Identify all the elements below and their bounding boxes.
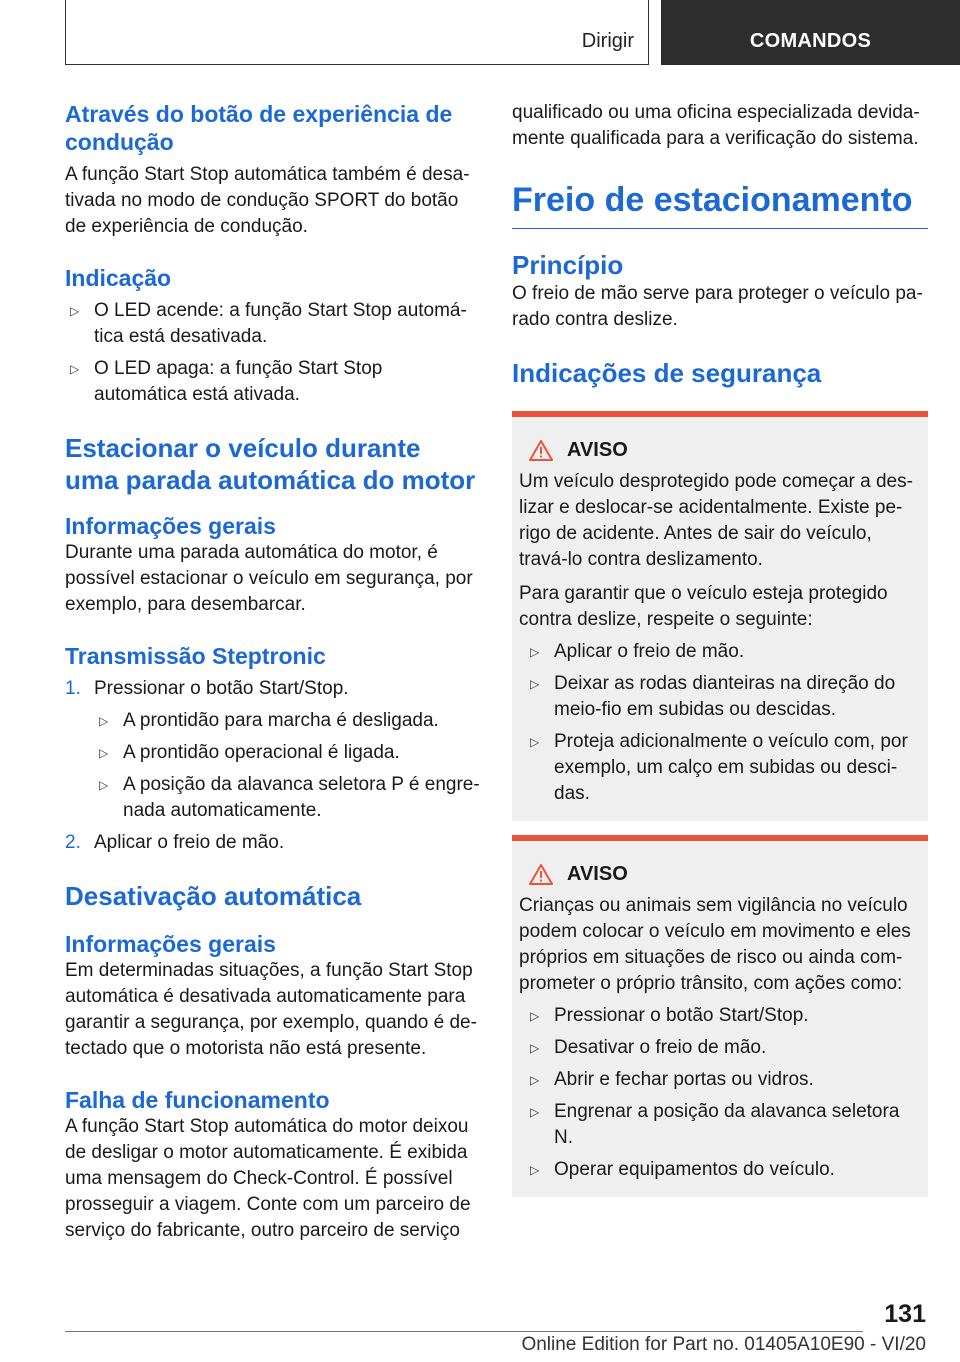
heading-park-during-stop: Estacionar o veículo durante uma parada automática do motor	[65, 433, 476, 495]
warning-list	[519, 639, 920, 807]
list-item: ▷ A posição da alavanca seletora P é engrenada automaticamente.	[99, 774, 480, 821]
header-chapter-tab: COMANDOS	[661, 0, 960, 65]
triangle-bullet-icon: ▷	[70, 362, 80, 376]
heading-general-info-1: Informações gerais	[65, 513, 276, 539]
triangle-bullet-icon: ▷	[530, 1041, 540, 1055]
warning-box-1	[512, 411, 928, 821]
left-column	[65, 100, 480, 1244]
list-item: ▷ Abrir e fechar portas ou vidros.	[519, 1067, 920, 1093]
text-malfunction: A função Start Stop automática do motor deixou de desligar o motor automaticamente. É exibida uma mensagem do Check-Control. É possível prosseguir a viagem. Conte com um parceiro de serviço do fabricante, outro parceiro de serviço	[65, 1116, 471, 1241]
step-number: 2.	[65, 832, 81, 853]
footer-divider	[65, 1331, 863, 1332]
list-item: ▷ Operar equipamentos do veículo.	[519, 1157, 920, 1183]
heading-malfunction: Falha de funcionamento	[65, 1087, 330, 1113]
warning-triangle-icon	[529, 864, 553, 885]
page-number: 131	[884, 1300, 926, 1328]
list-item: ▷ O LED acende: a função Start Stop automática está desativada.	[70, 300, 467, 347]
header-section-box	[65, 0, 649, 65]
step-number: 1.	[65, 678, 81, 699]
warning-title: AVISO	[519, 861, 920, 887]
list-item: ▷ Aplicar o freio de mão.	[519, 639, 920, 665]
heading-safety-notes: Indicações de segurança	[512, 358, 822, 388]
text-continued: qualificado ou uma oficina especializada devidamente qualificada para a verificação do sistema.	[512, 102, 920, 149]
warning-list	[519, 1003, 920, 1183]
triangle-bullet-icon: ▷	[99, 746, 109, 760]
warning-text: Um veículo desprotegido pode começar a deslizar e deslocar-se acidentalmente. Existe perigo de acidente. Antes de sair do veículo, travá-lo contra deslizamento.	[519, 471, 913, 570]
warning-title: AVISO	[519, 437, 920, 463]
triangle-bullet-icon: ▷	[99, 714, 109, 728]
heading-auto-deactivation: Desativação automática	[65, 881, 362, 911]
heading-parking-brake: Freio de estacionamento	[512, 180, 928, 229]
triangle-bullet-icon: ▷	[530, 1163, 540, 1177]
list-item: ▷ O LED apaga: a função Start Stop automática está ativada.	[70, 358, 383, 405]
step-item: 2. Aplicar o freio de mão.	[65, 830, 480, 856]
text-general-info-1: Durante uma parada automática do motor, é possível estacionar o veículo em segurança, por exemplo, para desembarcar.	[65, 542, 473, 615]
list-item: ▷ A prontidão operacional é ligada.	[94, 740, 480, 766]
triangle-bullet-icon: ▷	[530, 1073, 540, 1087]
triangle-bullet-icon: ▷	[530, 735, 540, 749]
heading-drive-experience: Através do botão de experiência de condução	[65, 101, 453, 155]
steptronic-steps	[65, 676, 480, 856]
list-item: ▷ A prontidão para marcha é desligada.	[94, 708, 480, 734]
text-general-info-2: Em determinadas situações, a função Start Stop automática é desativada automaticamente para garantir a segurança, por exemplo, quando é detectado que o motorista não está presente.	[65, 960, 477, 1059]
list-item: ▷ Deixar as rodas dianteiras na direção do meio-fio em subidas ou descidas.	[530, 673, 896, 720]
step-item: 1. Pressionar o botão Start/Stop. ▷ A prontidão para marcha é desligada. ▷ A prontidão operacional é ligada. ▷ A posição da alavanca seletora P é engrenada automaticamente.	[65, 676, 480, 824]
text-principle: O freio de mão serve para proteger o veículo parado contra deslize.	[512, 283, 923, 330]
warning-triangle-icon	[529, 440, 553, 461]
heading-steptronic: Transmissão Steptronic	[65, 643, 326, 669]
list-item: ▷ Proteja adicionalmente o veículo com, por exemplo, um calço em subidas ou descidas.	[530, 731, 908, 804]
triangle-bullet-icon: ▷	[99, 778, 109, 792]
triangle-bullet-icon: ▷	[530, 1009, 540, 1023]
indication-list	[65, 298, 480, 408]
heading-general-info-2: Informações gerais	[65, 931, 276, 957]
heading-principle: Princípio	[512, 250, 624, 280]
step-sublist	[94, 708, 480, 824]
footer-edition: Online Edition for Part no. 01405A10E90 - VI/20	[521, 1334, 926, 1355]
triangle-bullet-icon: ▷	[530, 645, 540, 659]
triangle-bullet-icon: ▷	[530, 1105, 540, 1119]
triangle-bullet-icon: ▷	[530, 677, 540, 691]
heading-indication: Indicação	[65, 265, 172, 291]
triangle-bullet-icon: ▷	[70, 304, 80, 318]
list-item: ▷ Pressionar o botão Start/Stop.	[519, 1003, 920, 1029]
warning-text: Crianças ou animais sem vigilância no veículo podem colocar o veículo em movimento e eles próprios em situações de risco ou ainda comprometer o próprio trânsito, com ações como:	[519, 895, 911, 994]
warning-box-2	[512, 835, 928, 1197]
text-drive-experience: A função Start Stop automática também é desativada no modo de condução SPORT do botão de experiência de condução.	[65, 164, 470, 237]
right-column	[512, 100, 928, 1197]
header-section-title: Dirigir	[581, 30, 634, 52]
list-item: ▷ Desativar o freio de mão.	[519, 1035, 920, 1061]
warning-text: Para garantir que o veículo esteja protegido contra deslize, respeite o seguinte:	[519, 583, 888, 630]
list-item: ▷ Engrenar a posição da alavanca seletora N.	[530, 1101, 900, 1148]
